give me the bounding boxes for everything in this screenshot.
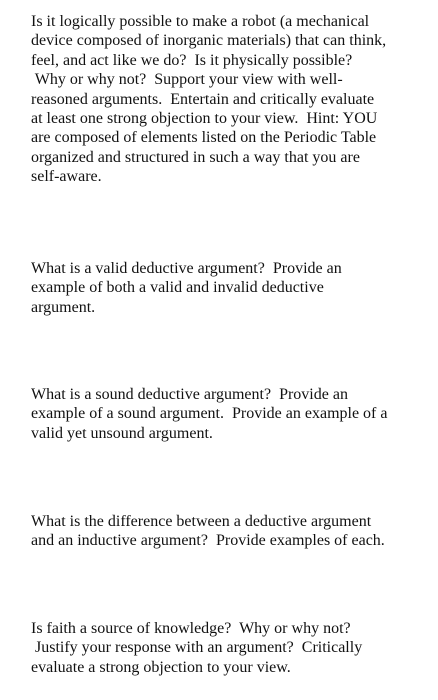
text-line: Is faith a source of knowledge? Why or why not?	[31, 620, 351, 637]
text-line: feel, and act like we do? Is it physically possible?	[31, 51, 353, 69]
text-line: self-aware.	[31, 168, 102, 186]
question-robot	[31, 12, 416, 187]
text-line: are composed of elements listed on the Periodic Table	[31, 129, 377, 147]
text-line: reasoned arguments. Entertain and critically evaluate	[31, 90, 375, 108]
text-line: What is a sound deductive argument? Provide an	[31, 386, 348, 403]
question-faith-knowledge	[31, 619, 416, 677]
text-line: device composed of inorganic materials) that can think,	[31, 32, 387, 50]
text-line: valid yet unsound argument.	[31, 424, 213, 442]
text-line: What is the difference between a deductive argument	[31, 513, 372, 530]
text-line: at least one strong objection to your view. Hint: YOU	[31, 110, 378, 128]
question-deductive-vs-inductive	[31, 512, 416, 551]
text-line: example of both a valid and invalid deductive	[31, 279, 324, 297]
question-valid-argument	[31, 259, 416, 317]
text-line: Is it logically possible to make a robot (a mechanical	[31, 13, 370, 30]
question-sound-argument	[31, 385, 416, 443]
text-line: argument.	[31, 298, 96, 316]
text-line: What is a valid deductive argument? Provide an	[31, 260, 342, 277]
text-line: Justify your response with an argument? Critically	[31, 639, 363, 657]
text-line: example of a sound argument. Provide an example of a	[31, 405, 388, 423]
text-line: organized and structured in such a way that you are	[31, 148, 360, 166]
text-line: Why or why not? Support your view with well-	[31, 71, 343, 89]
text-line: and an inductive argument? Provide examples of each.	[31, 532, 385, 550]
text-line: evaluate a strong objection to your view.	[31, 658, 291, 676]
